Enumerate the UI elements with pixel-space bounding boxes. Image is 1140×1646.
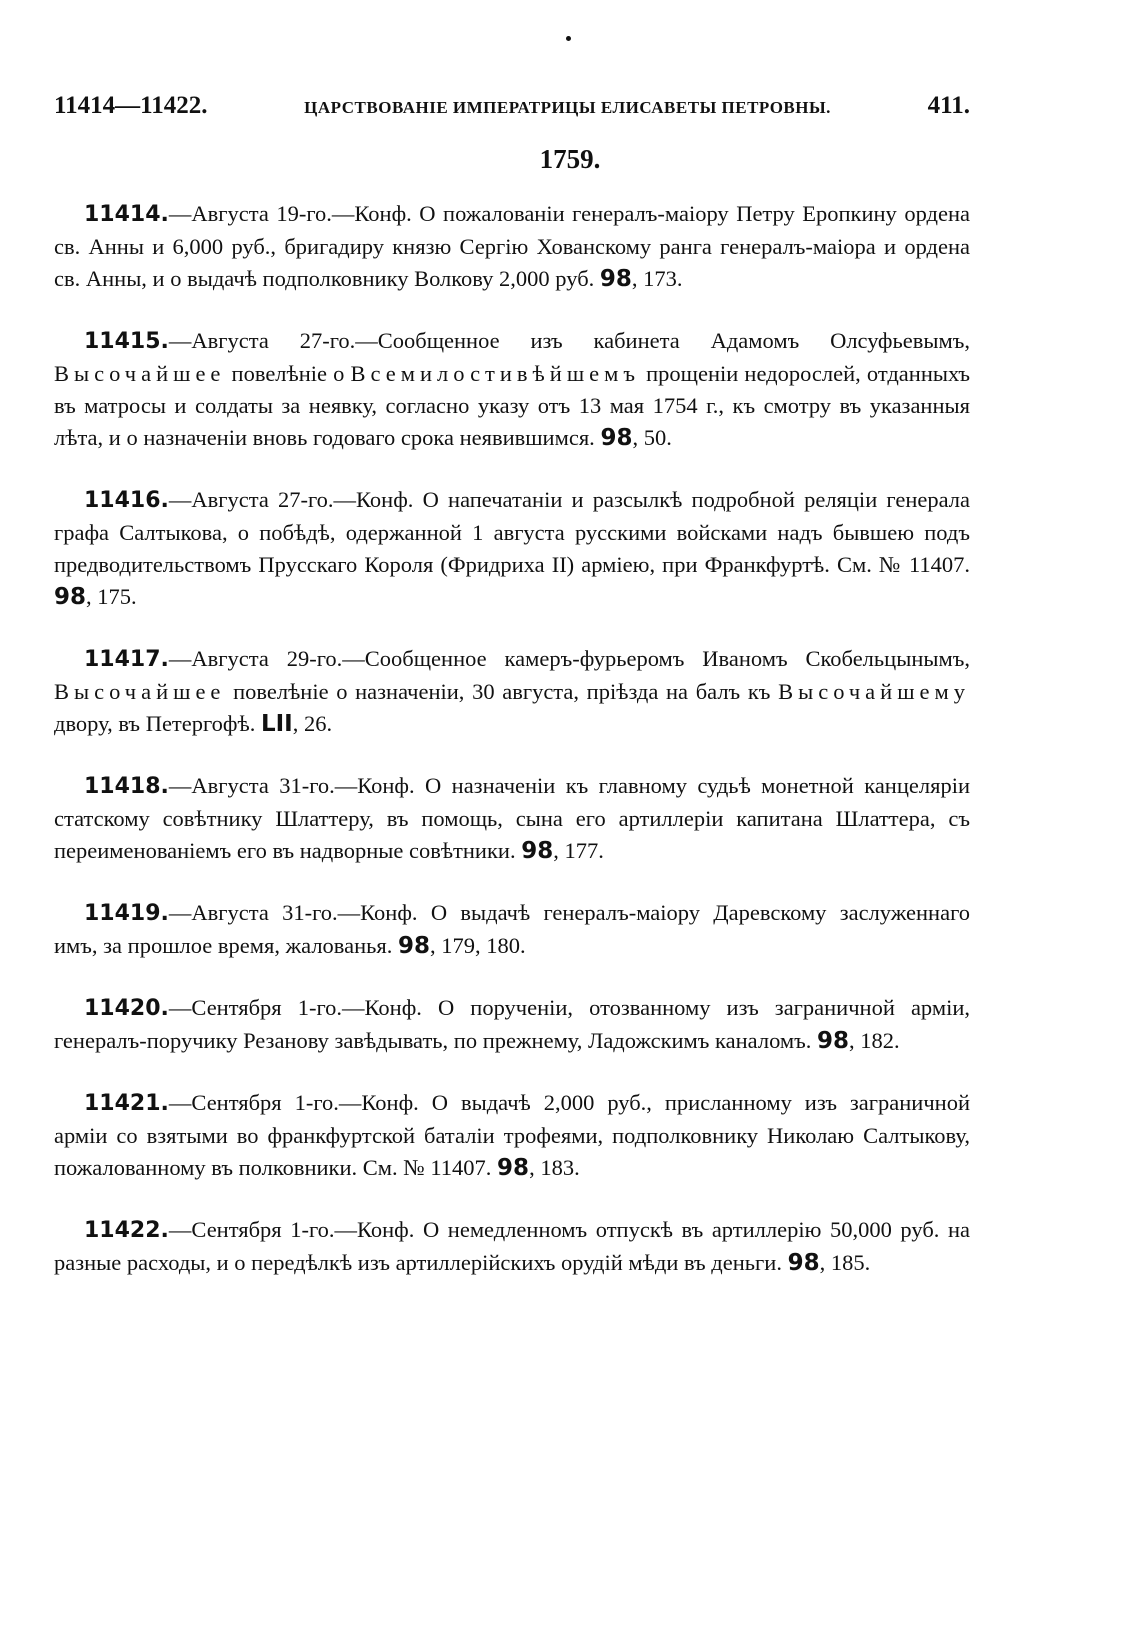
emphasized-word: Высочайшему bbox=[778, 679, 971, 704]
entry-text: —Августа 31-го.—Конф. О выдачѣ генералъ-маіору Даревскому заслуженнаго имъ, за прошлое время, жалованья. bbox=[54, 900, 970, 958]
entry-11414 bbox=[54, 198, 970, 295]
page-refs: , 179, 180. bbox=[430, 933, 526, 958]
entry-number: 11416. bbox=[84, 488, 169, 513]
entry-11421 bbox=[54, 1087, 970, 1184]
entry-range: 11414—11422. bbox=[54, 92, 208, 119]
ink-dot bbox=[566, 36, 571, 41]
entry-number: 11417. bbox=[84, 647, 169, 672]
emphasized-word: Всемилостивѣйшемъ bbox=[350, 361, 640, 386]
entries-list bbox=[54, 198, 970, 1279]
entry-text: —Августа 27-го.—Конф. О напечатаніи и разсылкѣ подробной реляціи генерала графа Салтыкова, о побѣдѣ, одержанной 1 августа русскими войсками надъ бывшею подъ предводительствомъ Прусскаго Короля (Фридриха II) арміею, при Франкфуртѣ. См. № 11407. bbox=[54, 487, 970, 577]
volume-ref: 98 bbox=[817, 1028, 850, 1054]
entry-text: повелѣніе о bbox=[231, 361, 345, 386]
entry-text: прощеніи недорослей, отданныхъ въ матросы и солдаты за неявку, согласно указу отъ 13 мая 1754 г., къ смотру въ указанныя лѣта, и о назначеніи вновь годоваго срока неявившимся. bbox=[54, 361, 971, 450]
entry-text: —Августа 19-го.—Конф. О пожалованіи генералъ-маіору Петру Еропкину ордена св. Анны и 6,000 руб., бригадиру князю Сергію Хованскому ранга генералъ-маіора и ордена св. Анны, и о выдачѣ подполковнику Волкову 2,000 руб. bbox=[54, 201, 970, 291]
running-header bbox=[54, 92, 970, 122]
entry-11417 bbox=[54, 643, 970, 740]
volume-ref: 98 bbox=[521, 838, 554, 864]
entry-number: 11422. bbox=[84, 1218, 169, 1243]
page-refs: , 26. bbox=[292, 711, 333, 736]
volume-ref: 98 bbox=[600, 425, 633, 451]
page-refs: , 182. bbox=[849, 1028, 900, 1053]
entry-text: —Августа 31-го.—Конф. О назначеніи къ главному судьѣ монетной канцеляріи статскому совѣтнику Шлаттеру, въ помощь, сына его артиллеріи капитана Шлаттера, съ переименованіемъ его въ надворные совѣтники. bbox=[54, 773, 970, 863]
page-refs: , 177. bbox=[553, 838, 604, 863]
page-refs: , 50. bbox=[632, 425, 672, 450]
entry-11420 bbox=[54, 992, 970, 1057]
entry-11422 bbox=[54, 1214, 970, 1279]
page-refs: , 183. bbox=[529, 1155, 580, 1180]
page-refs: , 185. bbox=[819, 1250, 871, 1275]
entry-number: 11415. bbox=[84, 329, 169, 354]
entry-number: 11418. bbox=[84, 774, 169, 799]
entry-text: —Сентября 1-го.—Конф. О немедленномъ отпускѣ въ артиллерію 50,000 руб. на разные расходы, и о передѣлкѣ изъ артиллерійскихъ орудій мѣди въ деньги. bbox=[54, 1217, 970, 1275]
volume-ref: 98 bbox=[497, 1155, 530, 1181]
emphasized-word: Высочайшее bbox=[54, 679, 226, 704]
page-refs: , 173. bbox=[631, 266, 683, 291]
entry-text: двору, въ Петергофѣ. bbox=[54, 711, 256, 736]
volume-ref: 98 bbox=[787, 1250, 820, 1276]
volume-ref: 98 bbox=[398, 933, 431, 959]
entry-number: 11421. bbox=[84, 1091, 169, 1116]
entry-number: 11420. bbox=[84, 996, 169, 1021]
page-refs: , 175. bbox=[86, 584, 137, 609]
entry-text: —Августа 29-го.—Сообщенное камеръ-фурьеромъ Иваномъ Скобельцынымъ, bbox=[168, 646, 970, 671]
page-number: 411. bbox=[927, 92, 970, 119]
entry-text: —Августа 27-го.—Сообщенное изъ кабинета Адамомъ Олсуфьевымъ, bbox=[168, 328, 970, 353]
entry-number: 11414. bbox=[84, 202, 169, 227]
entry-11415 bbox=[54, 325, 970, 454]
entry-11419 bbox=[54, 897, 970, 962]
volume-ref: 98 bbox=[599, 266, 632, 292]
entry-text: повелѣніе о назначеніи, 30 августа, пріѣзда на балъ къ bbox=[233, 679, 771, 704]
entry-11416 bbox=[54, 484, 970, 613]
reign-title: ЦАРСТВОВАНІЕ ИМПЕРАТРИЦЫ ЕЛИСАВЕТЫ ПЕТРОВНЫ. bbox=[304, 98, 831, 117]
entry-11418 bbox=[54, 770, 970, 867]
entry-text: —Сентября 1-го.—Конф. О выдачѣ 2,000 руб., присланному изъ заграничной арміи со взятыми во франкфуртской баталіи трофеями, подполковнику Николаю Салтыкову, пожалованному въ полковники. См. № 11407. bbox=[54, 1090, 970, 1180]
entry-text: —Сентября 1-го.—Конф. О порученіи, отозванному изъ заграничной арміи, генералъ-поручику Резанову завѣдывать, по прежнему, Ладожскимъ каналомъ. bbox=[54, 995, 970, 1053]
volume-ref: 98 bbox=[54, 584, 87, 610]
year-heading: 1759. bbox=[539, 144, 601, 174]
entry-number: 11419. bbox=[84, 901, 169, 926]
volume-ref: LII bbox=[260, 711, 293, 737]
emphasized-word: Высочайшее bbox=[54, 361, 226, 386]
